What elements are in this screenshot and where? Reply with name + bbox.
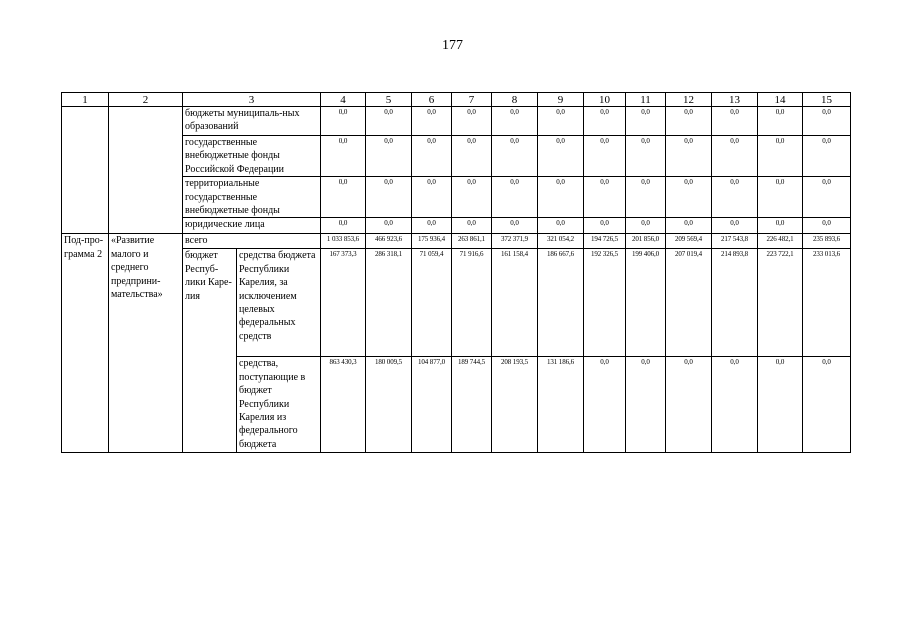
value-cell: 0,0 xyxy=(584,218,626,234)
value-cell: 0,0 xyxy=(492,107,538,136)
value-cell: 0,0 xyxy=(538,107,584,136)
value-cell: 0,0 xyxy=(758,218,803,234)
value-cell: 0,0 xyxy=(803,136,851,177)
value-cell: 0,0 xyxy=(626,218,666,234)
value-cell: 0,0 xyxy=(803,357,851,453)
budget-group-label: бюджет Респуб-лики Каре-лия xyxy=(183,249,237,453)
value-cell: 0,0 xyxy=(584,177,626,218)
value-cell: 0,0 xyxy=(321,218,366,234)
value-cell: 0,0 xyxy=(452,136,492,177)
header-cell: 7 xyxy=(452,93,492,107)
value-cell: 0,0 xyxy=(412,218,452,234)
value-cell: 0,0 xyxy=(492,177,538,218)
value-cell: 0,0 xyxy=(803,218,851,234)
header-cell: 15 xyxy=(803,93,851,107)
value-cell: 0,0 xyxy=(712,177,758,218)
header-cell: 12 xyxy=(666,93,712,107)
header-cell: 10 xyxy=(584,93,626,107)
value-cell: 175 936,4 xyxy=(412,234,452,249)
value-cell: 0,0 xyxy=(803,177,851,218)
header-cell: 14 xyxy=(758,93,803,107)
subprogram-name: «Развитие малого и среднего предприни-мательства» xyxy=(109,234,183,453)
value-cell: 226 482,1 xyxy=(758,234,803,249)
value-cell: 0,0 xyxy=(538,177,584,218)
value-cell: 207 019,4 xyxy=(666,249,712,357)
table-row xyxy=(62,234,851,249)
value-cell: 0,0 xyxy=(626,357,666,453)
value-cell: 0,0 xyxy=(412,107,452,136)
value-cell: 104 877,0 xyxy=(412,357,452,453)
value-cell: 0,0 xyxy=(452,177,492,218)
empty-cell xyxy=(62,107,109,234)
value-cell: 0,0 xyxy=(538,136,584,177)
row-label: территориальные государственные внебюджетные фонды xyxy=(183,177,321,218)
header-cell: 13 xyxy=(712,93,758,107)
value-cell: 235 893,6 xyxy=(803,234,851,249)
value-cell: 214 893,8 xyxy=(712,249,758,357)
value-cell: 0,0 xyxy=(412,177,452,218)
value-cell: 0,0 xyxy=(758,177,803,218)
value-cell: 161 158,4 xyxy=(492,249,538,357)
header-cell: 8 xyxy=(492,93,538,107)
header-cell: 5 xyxy=(366,93,412,107)
header-cell: 9 xyxy=(538,93,584,107)
value-cell: 233 013,6 xyxy=(803,249,851,357)
value-cell: 0,0 xyxy=(321,177,366,218)
value-cell: 0,0 xyxy=(584,357,626,453)
value-cell: 0,0 xyxy=(666,218,712,234)
value-cell: 0,0 xyxy=(366,177,412,218)
empty-cell xyxy=(109,107,183,234)
value-cell: 217 543,8 xyxy=(712,234,758,249)
value-cell: 321 054,2 xyxy=(538,234,584,249)
value-cell: 0,0 xyxy=(626,177,666,218)
header-cell: 6 xyxy=(412,93,452,107)
value-cell: 0,0 xyxy=(666,177,712,218)
value-cell: 0,0 xyxy=(452,218,492,234)
row-label: бюджеты муниципаль-ных образований xyxy=(183,107,321,136)
value-cell: 263 861,1 xyxy=(452,234,492,249)
value-cell: 186 667,6 xyxy=(538,249,584,357)
page-number: 177 xyxy=(442,38,463,53)
value-cell: 0,0 xyxy=(758,357,803,453)
value-cell: 71 916,6 xyxy=(452,249,492,357)
value-cell: 0,0 xyxy=(666,107,712,136)
value-cell: 208 193,5 xyxy=(492,357,538,453)
value-cell: 201 856,0 xyxy=(626,234,666,249)
row-label: государственные внебюджетные фонды Российской Федерации xyxy=(183,136,321,177)
value-cell: 189 744,5 xyxy=(452,357,492,453)
value-cell: 0,0 xyxy=(712,107,758,136)
value-cell: 0,0 xyxy=(584,136,626,177)
value-cell: 466 923,6 xyxy=(366,234,412,249)
header-cell: 2 xyxy=(109,93,183,107)
value-cell: 0,0 xyxy=(366,136,412,177)
value-cell: 192 326,5 xyxy=(584,249,626,357)
value-cell: 0,0 xyxy=(321,136,366,177)
header-cell: 4 xyxy=(321,93,366,107)
row-label: средства бюджета Республики Карелия, за исключением целевых федеральных средств xyxy=(237,249,321,357)
value-cell: 0,0 xyxy=(758,107,803,136)
value-cell: 0,0 xyxy=(366,107,412,136)
value-cell: 180 009,5 xyxy=(366,357,412,453)
value-cell: 0,0 xyxy=(492,136,538,177)
value-cell: 0,0 xyxy=(492,218,538,234)
value-cell: 223 722,1 xyxy=(758,249,803,357)
header-cell: 3 xyxy=(183,93,321,107)
value-cell: 0,0 xyxy=(758,136,803,177)
value-cell: 0,0 xyxy=(803,107,851,136)
value-cell: 1 033 853,6 xyxy=(321,234,366,249)
value-cell: 0,0 xyxy=(712,218,758,234)
table-header-row xyxy=(62,93,851,107)
value-cell: 372 371,9 xyxy=(492,234,538,249)
header-cell: 11 xyxy=(626,93,666,107)
value-cell: 71 059,4 xyxy=(412,249,452,357)
value-cell: 131 186,6 xyxy=(538,357,584,453)
row-label: юридические лица xyxy=(183,218,321,234)
table-row xyxy=(62,107,851,136)
value-cell: 167 373,3 xyxy=(321,249,366,357)
value-cell: 194 726,5 xyxy=(584,234,626,249)
budget-table xyxy=(61,92,851,453)
value-cell: 863 430,3 xyxy=(321,357,366,453)
value-cell: 0,0 xyxy=(584,107,626,136)
row-label: всего xyxy=(183,234,321,249)
value-cell: 199 406,0 xyxy=(626,249,666,357)
value-cell: 0,0 xyxy=(412,136,452,177)
value-cell: 0,0 xyxy=(452,107,492,136)
value-cell: 0,0 xyxy=(626,136,666,177)
value-cell: 0,0 xyxy=(666,357,712,453)
subprogram-number: Под-про-грамма 2 xyxy=(62,234,109,453)
value-cell: 0,0 xyxy=(712,357,758,453)
value-cell: 0,0 xyxy=(712,136,758,177)
value-cell: 209 569,4 xyxy=(666,234,712,249)
value-cell: 0,0 xyxy=(666,136,712,177)
header-cell: 1 xyxy=(62,93,109,107)
value-cell: 0,0 xyxy=(321,107,366,136)
value-cell: 0,0 xyxy=(538,218,584,234)
value-cell: 286 318,1 xyxy=(366,249,412,357)
value-cell: 0,0 xyxy=(366,218,412,234)
row-label: средства, поступающие в бюджет Республики Карелия из федерального бюджета xyxy=(237,357,321,453)
value-cell: 0,0 xyxy=(626,107,666,136)
